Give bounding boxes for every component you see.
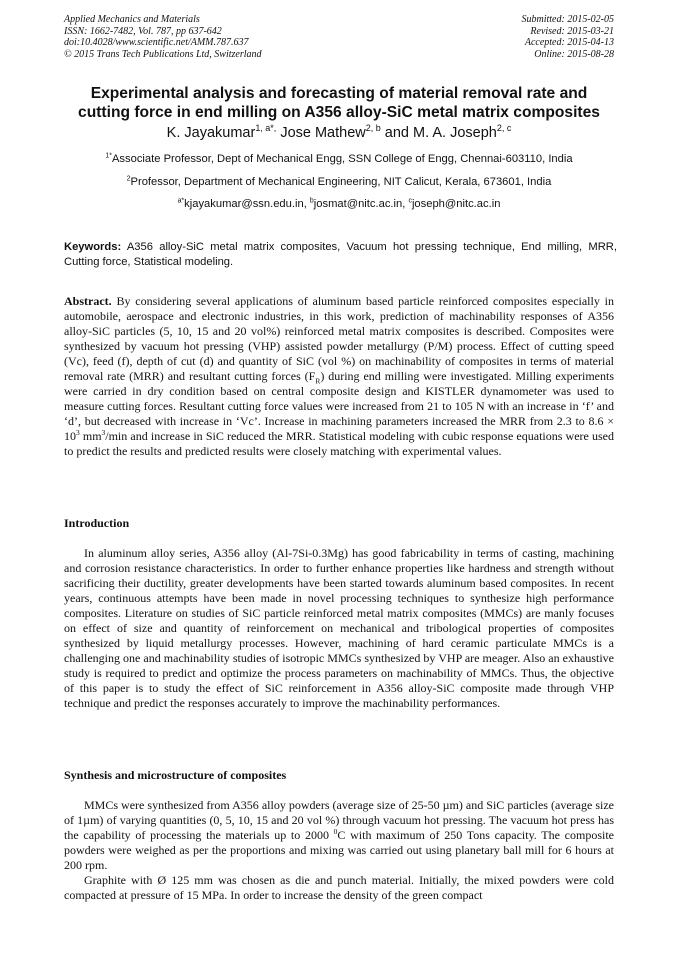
email-1-mark: a*: [177, 197, 185, 205]
abstract-text-3: mm: [79, 429, 102, 443]
abstract-subscript-r: R: [315, 376, 321, 386]
date-online: Online: 2015-08-28: [534, 48, 614, 60]
title-line-2: cutting force in end milling on A356 alloy-SiC metal matrix composites: [78, 104, 600, 121]
author-1-affiliation-mark: 1, a*,: [255, 123, 277, 134]
paper-title: [40, 84, 638, 122]
synthesis-p1-text-1: MMCs were synthesized from A356 alloy powders (average size of 25-50 µm) and SiC particles (average size of 1µm) of varying quantities (0, 5, 10, 15 and 20 vol %) through vacuum hot pressing. The vacuum hot press has the capability of processing the materials up to 2000: [64, 798, 614, 842]
abstract-unit-exponent: 3: [101, 428, 106, 437]
affiliation-1-mark: 1*: [105, 152, 112, 160]
email-2[interactable]: josmat@nitc.ac.in,: [313, 198, 409, 210]
keywords-text: A356 alloy-SiC metal matrix composites, Vacuum hot pressing technique, End milling, MRR, Cutting force, Statistical modeling.: [64, 241, 617, 268]
synthesis-heading: Synthesis and microstructure of composites: [64, 768, 287, 782]
title-line-1: Experimental analysis and forecasting of material removal rate and: [90, 85, 588, 102]
abstract-label: Abstract.: [64, 294, 112, 308]
email-1[interactable]: kjayakumar@ssn.edu.in,: [184, 198, 310, 210]
email-3[interactable]: joseph@nitc.ac.in: [411, 198, 501, 210]
degree-superscript: 0: [333, 827, 338, 836]
date-revised: Revised: 2015-03-21: [530, 25, 614, 37]
author-3-name: and M. A. Joseph: [380, 125, 497, 141]
author-list: [40, 124, 638, 142]
journal-doi[interactable]: doi:10.4028/www.scientific.net/AMM.787.637: [64, 37, 249, 49]
keywords-label: Keywords:: [64, 241, 122, 253]
author-2-affiliation-mark: 2, b: [365, 123, 381, 134]
date-accepted: Accepted: 2015-04-13: [524, 37, 614, 49]
header-publication-info: [64, 14, 262, 60]
affiliation-1-text: Associate Professor, Dept of Mechanical Engg, SSN College of Engg, Chennai-603110, India: [111, 153, 573, 165]
date-submitted: Submitted: 2015-02-05: [521, 14, 614, 25]
author-3-affiliation-mark: 2, c: [496, 123, 512, 134]
abstract-exponent: 3: [76, 428, 80, 437]
affiliation-2: [40, 175, 638, 189]
author-emails: [40, 197, 638, 211]
abstract-text-1: By considering several applications of aluminum based particle reinforced composites especially in automobile, aerospace and electronic industries, in this work, prediction of machinability responses of A356 alloy-SiC particles (5, 10, 15 and 20 vol%) reinforced metal matrix composites is described. Composites were synthesized by vacuum hot pressing (VHP) assisted powder metallurgy (P/M) process. Effect of cutting speed (Vc), feed (f), depth of cut (d) and quantity of SiC (vol %) on machinability of composites in terms of material removal rate (MRR) and resultant cutting forces (F: [64, 294, 614, 383]
email-3-mark: c: [408, 197, 412, 205]
introduction-paragraph: In aluminum alloy series, A356 alloy (Al-7Si-0.3Mg) has good fabricability in terms of casting, machining and corrosion resistance characteristics. In order to further enhance properties like hardness and strength without sacrificing their ductility, greater developments have been started towards aluminum based composites. In recent years, continuous attempts have been made in novel processing techniques to synthesize high performance composites. Literature on studies of SiC particle reinforced metal matrix composites (MMCs) are manly focuses on effect of size and quantity of reinforcement on mechanical and tribological properties of composites synthesized by liquid metallurgy processes. However, machining of hard ceramic particulate MMCs is a challenging one and machinability studies of isotropic MMCs synthesized by VHP are meager. Also an exhaustive study is required to predict and optimize the process parameters on machinability of MMCs. Thus, the objective of this paper is to study the effect of SiC reinforcement in A356 alloy-SiC composite made through VHP technique and predict the responses accurately to improve the machinability performances.: [64, 546, 614, 710]
abstract-paragraph: [64, 294, 614, 459]
author-1-name: K. Jayakumar: [166, 125, 256, 141]
author-2-name: Jose Mathew: [276, 125, 366, 141]
synthesis-paragraph-1: [64, 798, 614, 873]
journal-issn: ISSN: 1662-7482, Vol. 787, pp 637-642: [64, 25, 222, 37]
email-2-mark: b: [309, 197, 314, 205]
affiliation-2-mark: 2: [126, 175, 131, 183]
affiliation-2-text: Professor, Department of Mechanical Engineering, NIT Calicut, Kerala, 673601, India: [130, 176, 552, 188]
abstract-text-4: /min and increase in SiC reduced the MRR. Statistical modeling with cubic response equations were used to predict the results and predicted results were closely matching with experimental values.: [64, 429, 615, 458]
synthesis-paragraph-2: Graphite with Ø 125 mm was chosen as die and punch material. Initially, the mixed powders were cold compacted at pressure of 15 MPa. In order to increase the density of the green compact: [64, 873, 614, 902]
introduction-heading: Introduction: [64, 516, 130, 530]
abstract-text-2: ) during end milling were investigated. Milling experiments were carried in dry condition based on central composite design and KISTLER dynamometer was used to measure cutting forces. Resultant cutting force values were increased from 21 to 105 N with an increase in ‘f’ and ‘d’, but decreased with increase in ‘Vc’. Increase in machining parameters increased the MRR from 2.3 to 8.6 × 10: [64, 369, 614, 443]
journal-name: Applied Mechanics and Materials: [64, 14, 200, 25]
affiliation-1: [40, 152, 638, 166]
keywords-block: [64, 240, 617, 270]
journal-copyright: © 2015 Trans Tech Publications Ltd, Switzerland: [64, 48, 262, 60]
header-dates: [522, 14, 615, 60]
synthesis-p1-text-2: C with maximum of 250 Tons capacity. The composite powders were weighed as per the proportions and mixing was carried out using planetary ball mill for 6 hours at 200 rpm.: [64, 828, 614, 872]
